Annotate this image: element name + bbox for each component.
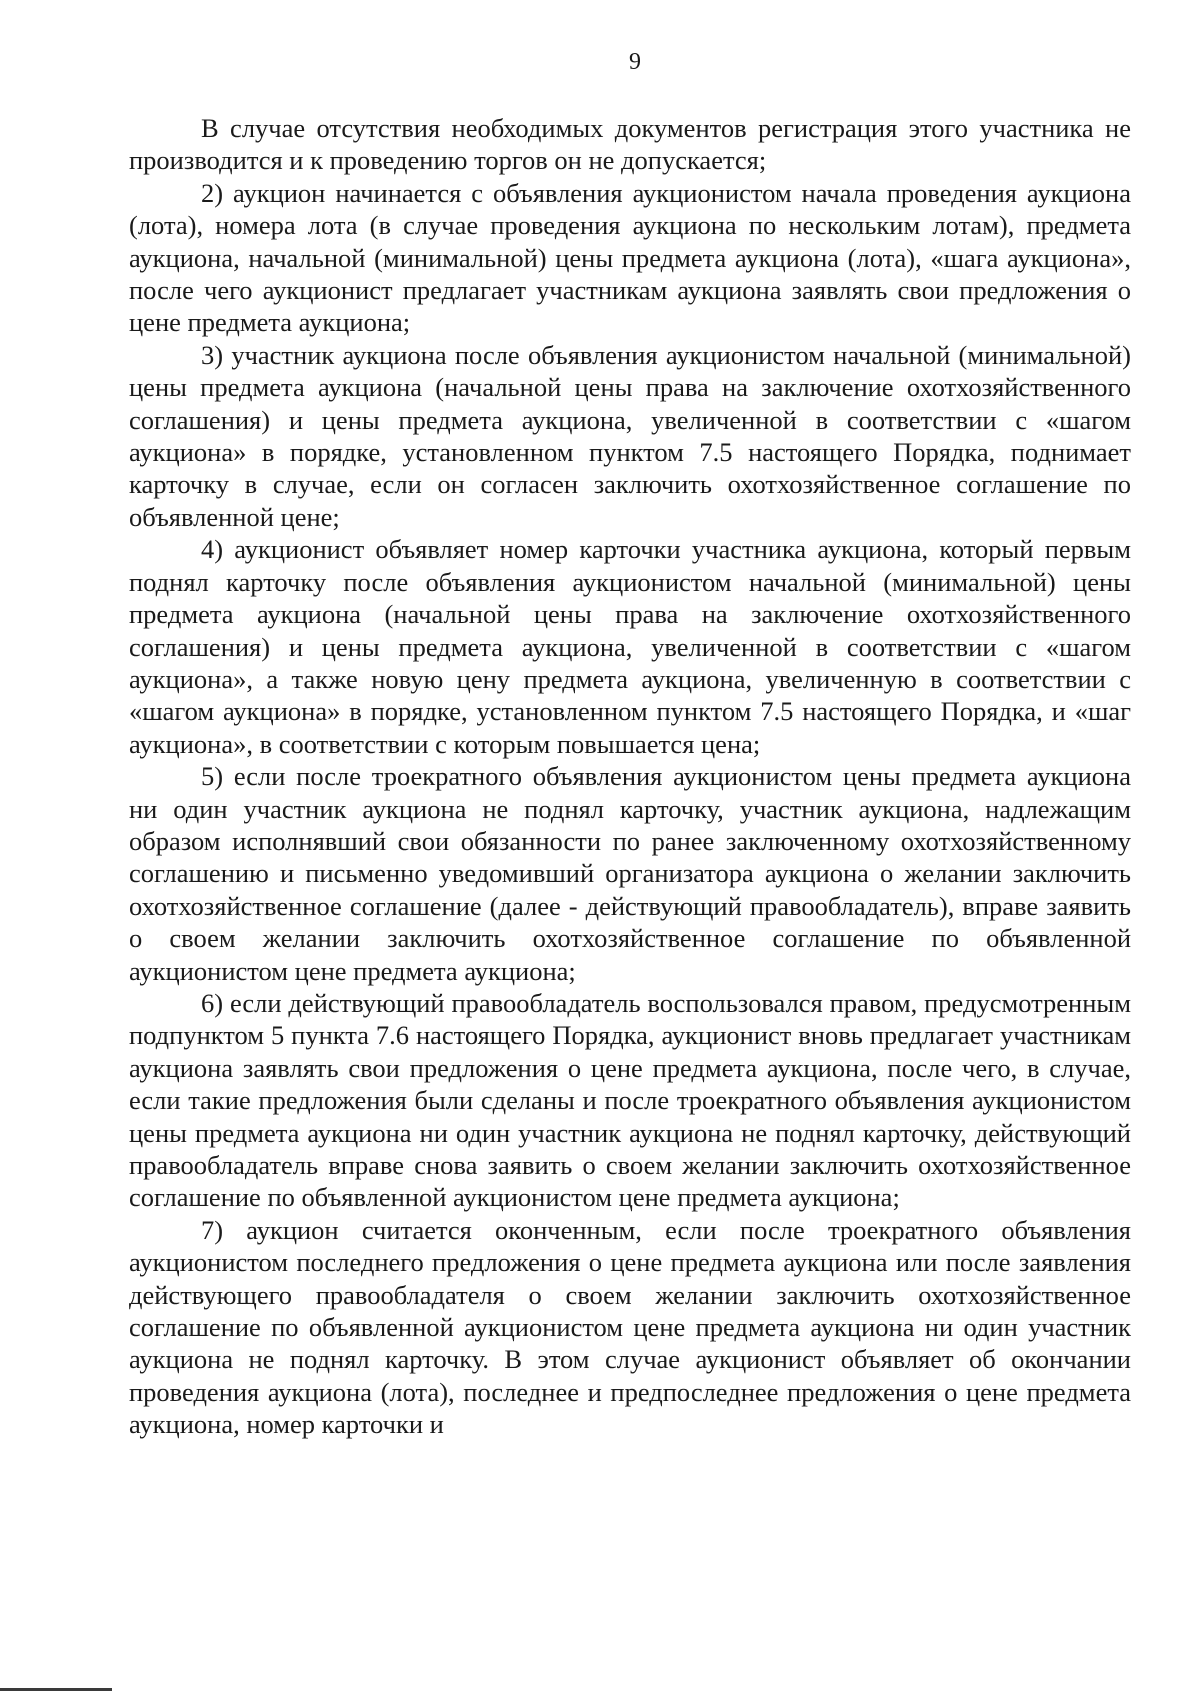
- paragraph-item-6: 6) если действующий правообладатель воспользовался правом, предусмотренным подпунктом 5 пункта 7.6 настоящего Порядка, аукционист вновь предлагает участникам аукциона заявлять свои предложения о цене предмета аукциона, после чего, в случае, если такие предложения были сделаны и после троекратного объявления аукционистом цены предмета аукциона ни один участник аукциона не поднял карточку, действующий правообладатель вправе снова заявить о своем желании заключить охотхозяйственное соглашение по объявленной аукционистом цене предмета аукциона;: [129, 987, 1131, 1213]
- scan-edge-mark: [0, 1688, 112, 1691]
- paragraph-item-7: 7) аукцион считается оконченным, если после троекратного объявления аукционистом последнего предложения о цене предмета аукциона или после заявления действующего правообладателя о своем желании заключить охотхозяйственное соглашение по объявленной аукционистом цене предмета аукциона ни один участник аукциона не поднял карточку. В этом случае аукционист объявляет об окончании проведения аукциона (лота), последнее и предпоследнее предложения о цене предмета аукциона, номер карточки и: [129, 1214, 1131, 1440]
- document-body: [129, 112, 1131, 1441]
- paragraph-item-5: 5) если после троекратного объявления аукционистом цены предмета аукциона ни один участник аукциона не поднял карточку, участник аукциона, надлежащим образом исполнявший свои обязанности по ранее заключенному охотхозяйственному соглашению и письменно уведомивший организатора аукциона о желании заключить охотхозяйственное соглашение (далее - действующий правообладатель), вправе заявить о своем желании заключить охотхозяйственное соглашение по объявленной аукционистом цене предмета аукциона;: [129, 761, 1131, 986]
- paragraph-registration-refusal: В случае отсутствия необходимых документов регистрация этого участника не производится и к проведению торгов он не допускается;: [129, 113, 1131, 176]
- page-number: 9: [629, 49, 641, 75]
- paragraph-item-3: 3) участник аукциона после объявления аукционистом начальной (минимальной) цены предмета аукциона (начальной цены права на заключение охотхозяйственного соглашения) и цены предмета аукциона, увеличенной в соответствии с «шагом аукциона» в порядке, установленном пунктом 7.5 настоящего Порядка, поднимает карточку в случае, если он согласен заключить охотхозяйственное соглашение по объявленной цене;: [129, 339, 1131, 532]
- paragraph-item-4: 4) аукционист объявляет номер карточки участника аукциона, который первым поднял карточку после объявления аукционистом начальной (минимальной) цены предмета аукциона (начальной цены права на заключение охотхозяйственного соглашения) и цены предмета аукциона, увеличенной в соответствии с «шагом аукциона», а также новую цену предмета аукциона, увеличенную в соответствии с «шагом аукциона» в порядке, установленном пунктом 7.5 настоящего Порядка, и «шаг аукциона», в соответствии с которым повышается цена;: [129, 534, 1131, 759]
- paragraph-item-2: 2) аукцион начинается с объявления аукционистом начала проведения аукциона (лота), номера лота (в случае проведения аукциона по нескольким лотам), предмета аукциона, начальной (минимальной) цены предмета аукциона (лота), «шага аукциона», после чего аукционист предлагает участникам аукциона заявлять свои предложения о цене предмета аукциона;: [129, 177, 1131, 338]
